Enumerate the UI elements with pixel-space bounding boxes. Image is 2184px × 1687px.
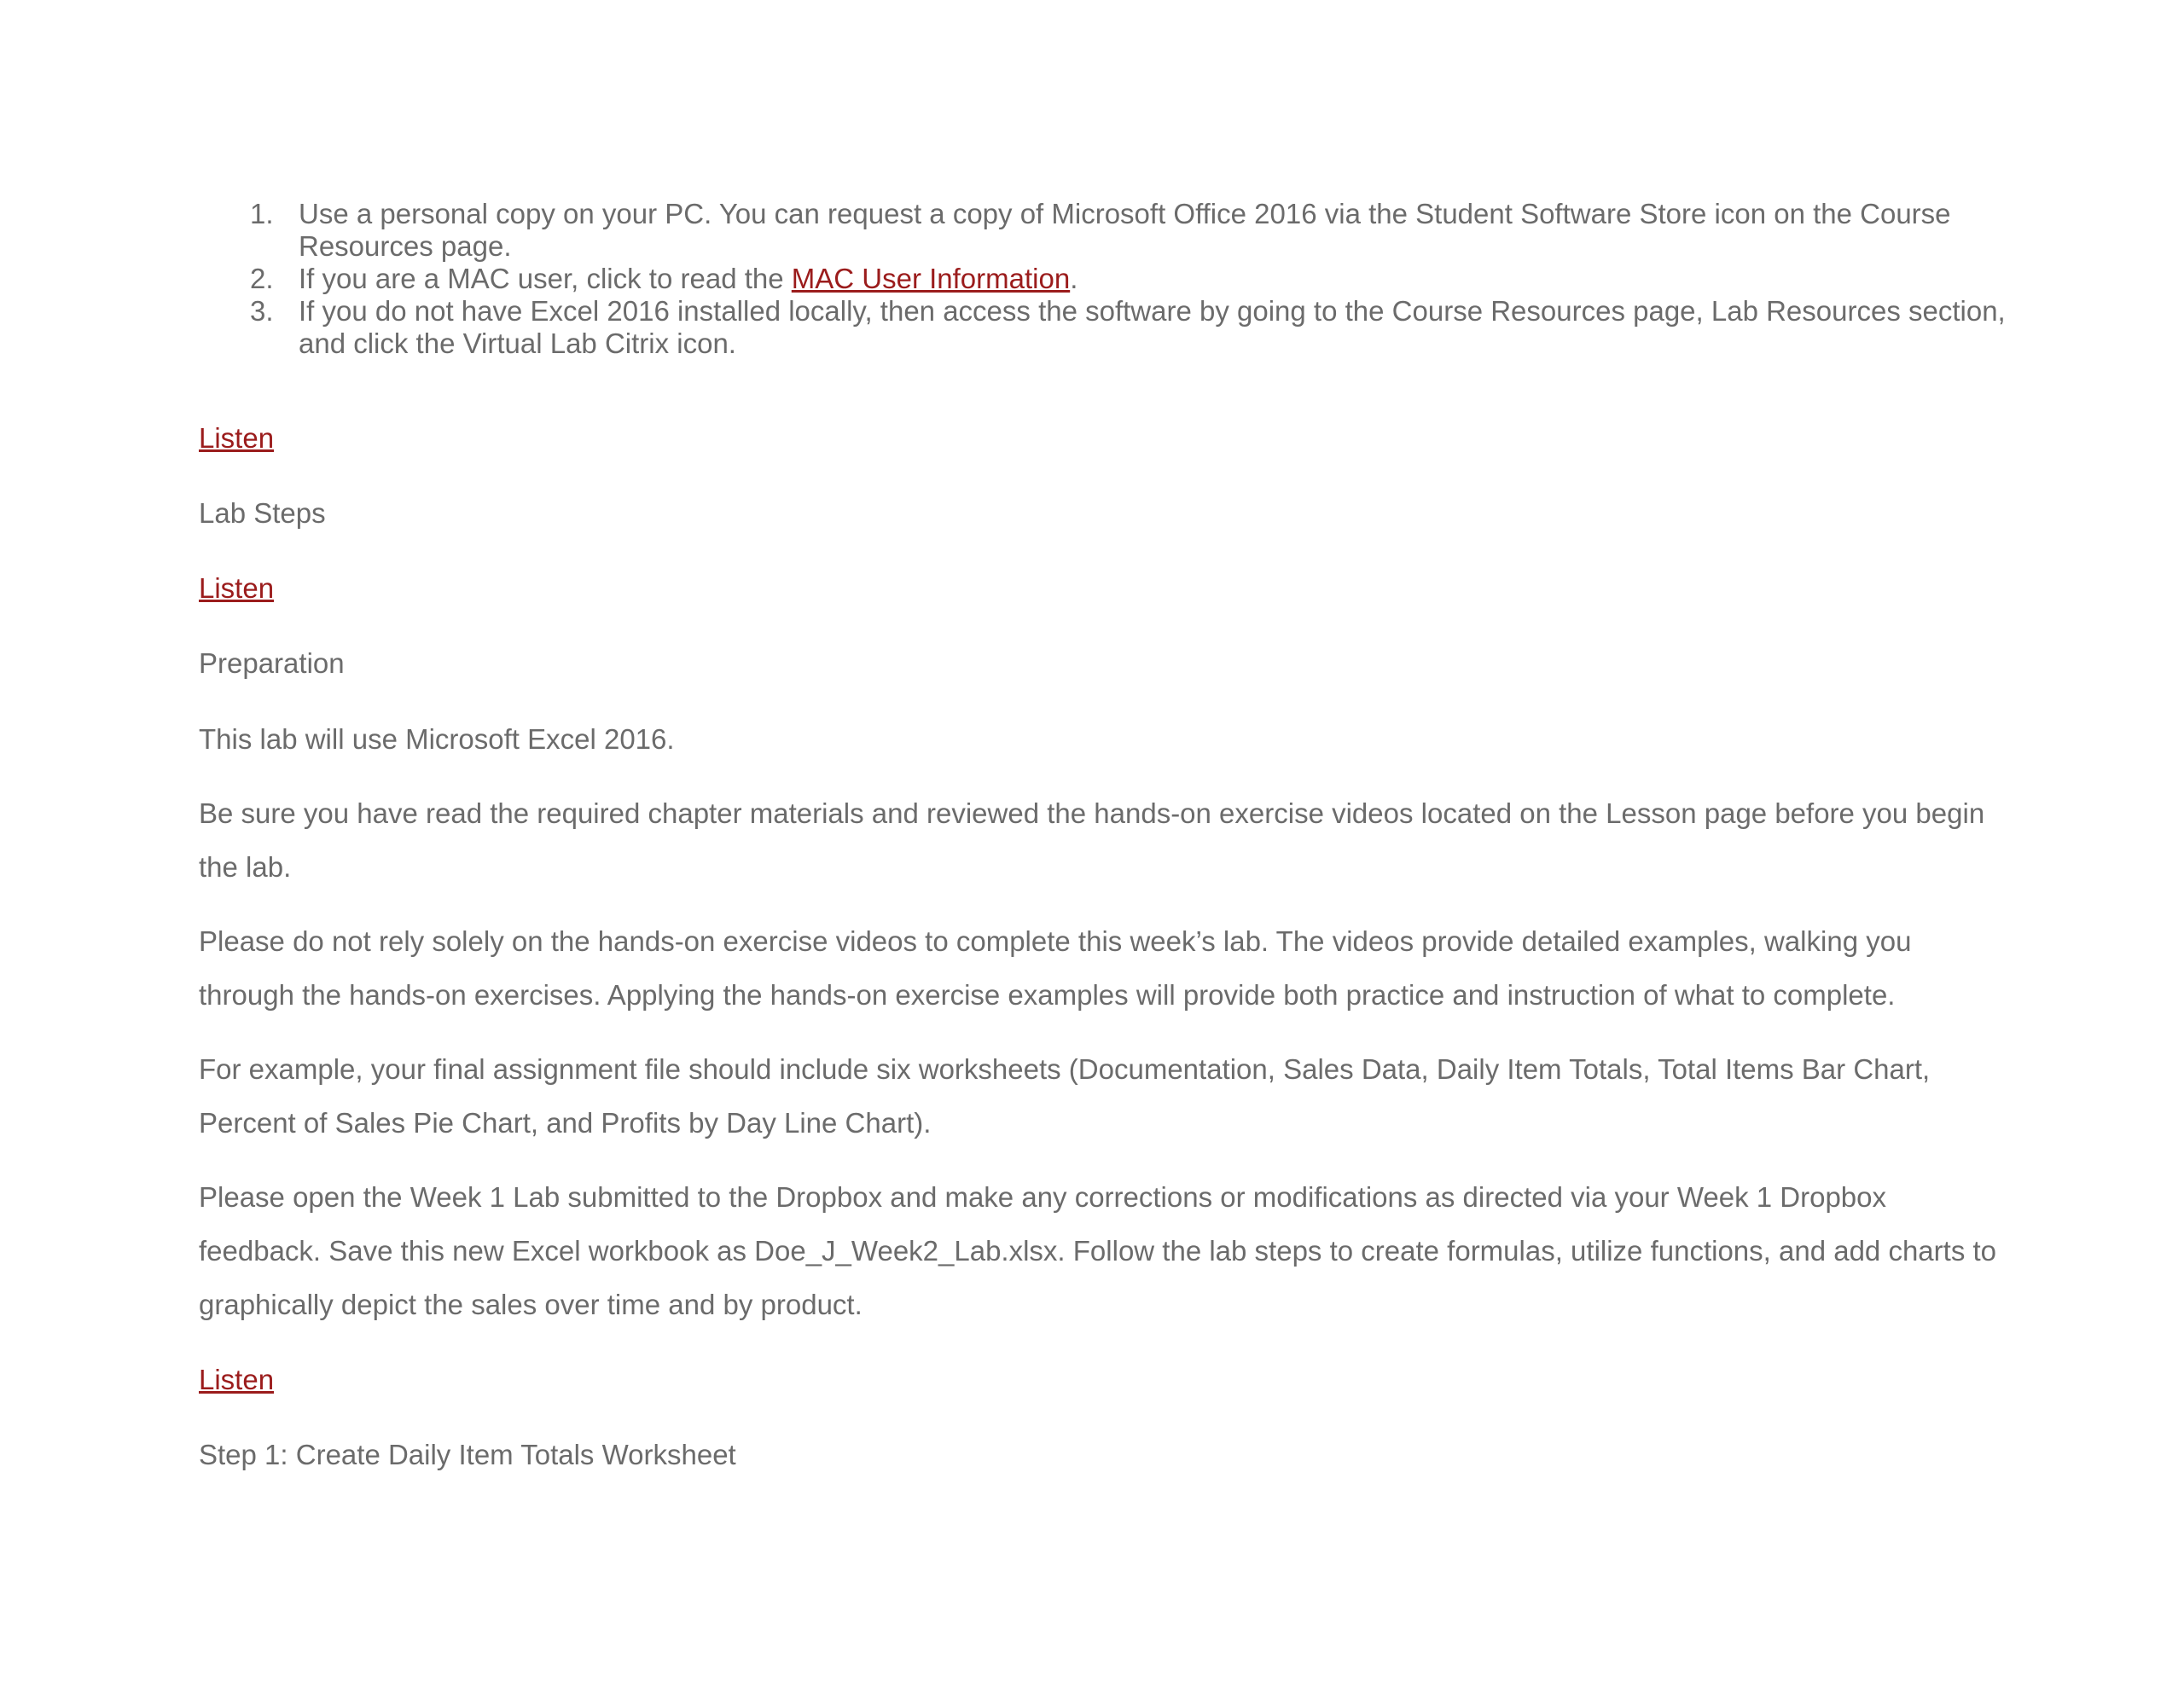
list-item-text: If you are a MAC user, click to read the — [299, 263, 792, 294]
software-options-list — [199, 198, 2007, 360]
list-item — [199, 198, 2007, 263]
list-number: 2. — [250, 263, 274, 294]
paragraph: Please open the Week 1 Lab submitted to the Dropbox and make any corrections or modifications as directed via your Week 1 Dropbox feedback. Save this new Excel workbook as Doe_J_Week2_Lab.xlsx. Follow the lab steps to create formulas, utilize functions, and add charts to graphically depict the sales over time and by product. — [199, 1181, 1997, 1320]
document-page — [199, 198, 2007, 1471]
list-number: 1. — [250, 198, 274, 229]
list-item — [199, 263, 2007, 295]
mac-user-information-link[interactable]: MAC User Information — [791, 263, 1071, 294]
list-item-text: If you do not have Excel 2016 installed locally, then access the software by going to the Course Resources page, Lab Resources section, and click the Virtual Lab Citrix icon. — [299, 295, 2006, 359]
step1-heading: Step 1: Create Daily Item Totals Worksheet — [199, 1439, 736, 1470]
paragraph: This lab will use Microsoft Excel 2016. — [199, 723, 675, 755]
paragraph: Please do not rely solely on the hands-on exercise videos to complete this week’s lab. The videos provide detailed examples, walking you through the hands-on exercises. Applying the hands-on exercise examples will provide both practice and instruction of what to complete. — [199, 925, 1912, 1011]
preparation-heading: Preparation — [199, 647, 345, 679]
list-item-text: Use a personal copy on your PC. You can request a copy of Microsoft Office 2016 via the Student Software Store icon on the Course Resources page. — [299, 198, 1951, 262]
list-item — [199, 295, 2007, 360]
listen-link[interactable]: Listen — [199, 422, 275, 454]
lab-steps-heading: Lab Steps — [199, 497, 326, 529]
list-item-text-end: . — [1070, 263, 1078, 294]
paragraph: For example, your final assignment file should include six worksheets (Documentation, Sales Data, Daily Item Totals, Total Items Bar Chart, Percent of Sales Pie Chart, and Profits by Day Line Chart). — [199, 1053, 1931, 1139]
paragraph: Be sure you have read the required chapter materials and reviewed the hands-on exercise videos located on the Lesson page before you begin the lab. — [199, 797, 1985, 883]
list-number: 3. — [250, 295, 274, 327]
listen-link[interactable]: Listen — [199, 572, 275, 604]
listen-link[interactable]: Listen — [199, 1364, 275, 1395]
